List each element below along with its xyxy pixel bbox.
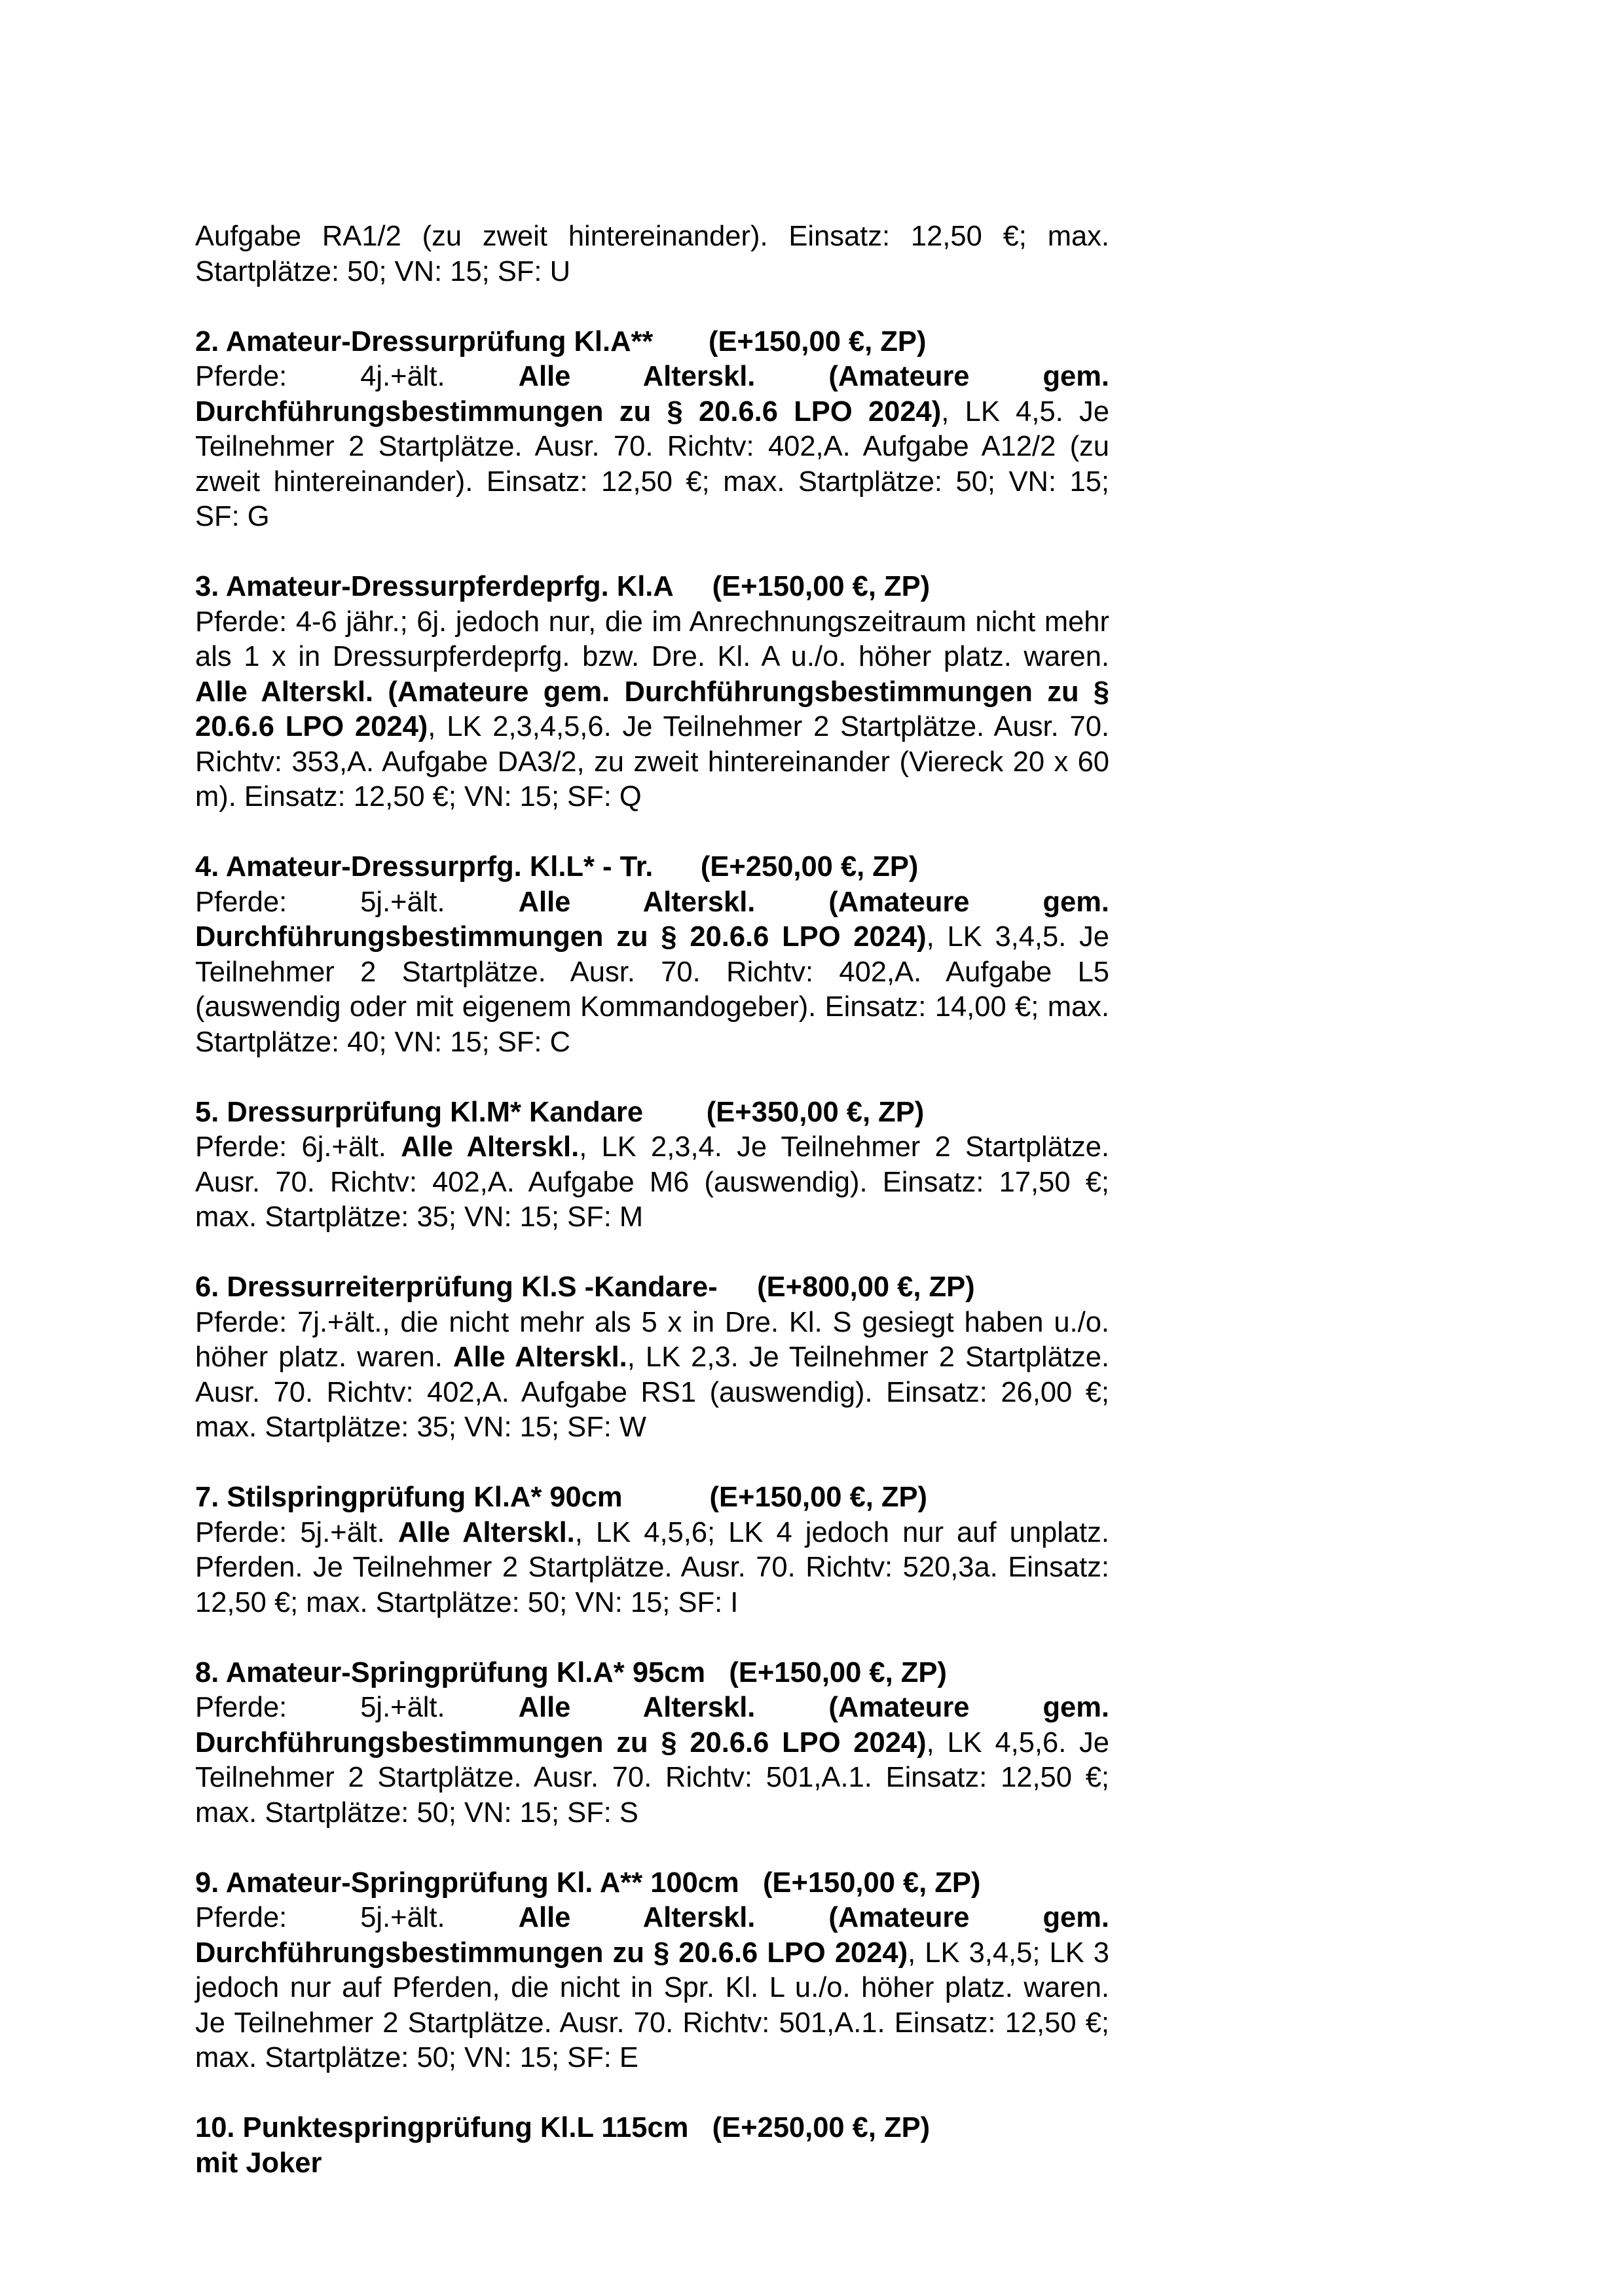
entry-prize: (E+150,00 €, ZP) <box>708 325 927 357</box>
entry-title: 5. Dressurprüfung Kl.M* Kandare <box>195 1096 644 1128</box>
entry-title: 6. Dressurreiterprüfung Kl.S -Kandare- <box>195 1271 718 1303</box>
entry-body: Pferde: 4-6 jähr.; 6j. jedoch nur, die im Anrechnungszeitraum nicht mehr als 1 x in Dressurpferdeprfg. bzw. Dre. Kl. A u./o. höher platz. waren. Alle Alterskl. (Amateure gem. Durchführungsbestimmungen zu § 20.6.6 LPO 2024), LK 2,3,4,5,6. Je Teilnehmer 2 Startplätze. Ausr. 70. Richtv: 353,A. Aufgabe DA3/2, zu zweit hintereinander (Viereck 20 x 60 m). Einsatz: 12,50 €; VN: 15; SF: Q <box>195 606 1109 812</box>
entry-heading <box>195 325 1109 360</box>
entry-body: Pferde: 5j.+ält. Alle Alterskl., LK 4,5,6; LK 4 jedoch nur auf unplatz. Pferden. Je Teilnehmer 2 Startplätze. Ausr. 70. Richtv: 520,3a. Einsatz: 12,50 €; max. Startplätze: 50; VN: 15; SF: I <box>195 1516 1109 1618</box>
entry-prize: (E+150,00 €, ZP) <box>762 1867 981 1899</box>
entry-10 <box>195 2111 1109 2181</box>
entry-prize: (E+150,00 €, ZP) <box>709 1482 928 1513</box>
entry-title: 2. Amateur-Dressurprüfung Kl.A** <box>195 325 654 357</box>
entry-body: Pferde: 5j.+ält. Alle Alterskl. (Amateure gem. Durchführungsbestimmungen zu § 20.6.6 LPO 2024), LK 4,5,6. Je Teilnehmer 2 Startplätze. Ausr. 70. Richtv: 501,A.1. Einsatz: 12,50 €; max. Startplätze: 50; VN: 15; SF: S <box>195 1692 1110 1829</box>
entry-body: Aufgabe RA1/2 (zu zweit hintereinander). Einsatz: 12,50 €; max. Startplätze: 50; VN: 15; SF: U <box>195 221 1109 287</box>
entry-4 <box>195 850 1109 1060</box>
entry-heading <box>195 1095 1109 1131</box>
entry-title: 10. Punktespringprüfung Kl.L 115cm <box>195 2112 689 2143</box>
entry-body: Pferde: 6j.+ält. Alle Alterskl., LK 2,3,4. Je Teilnehmer 2 Startplätze. Ausr. 70. Richtv: 402,A. Aufgabe M6 (auswendig). Einsatz: 17,50 €; max. Startplätze: 35; VN: 15; SF: M <box>195 1131 1109 1233</box>
entry-body: Pferde: 4j.+ält. Alle Alterskl. (Amateure gem. Durchführungsbestimmungen zu § 20.6.6 LPO 2024), LK 4,5. Je Teilnehmer 2 Startplätze. Ausr. 70. Richtv: 402,A. Aufgabe A12/2 (zu zweit hintereinander). Einsatz: 12,50 €; max. Startplätze: 50; VN: 15; SF: G <box>195 361 1109 532</box>
entry-heading <box>195 570 1109 605</box>
entry-7 <box>195 1480 1109 1620</box>
entry-5 <box>195 1095 1109 1235</box>
entry-2 <box>195 325 1109 535</box>
entry-heading <box>195 1866 1109 1901</box>
entry-1-continued <box>195 219 1109 289</box>
entry-prize: (E+250,00 €, ZP) <box>700 851 919 883</box>
entry-title: 9. Amateur-Springprüfung Kl. A** 100cm <box>195 1867 739 1899</box>
entry-title: 8. Amateur-Springprüfung Kl.A* 95cm <box>195 1656 706 1688</box>
entry-heading <box>195 850 1109 885</box>
entry-heading <box>195 1480 1109 1516</box>
entry-8 <box>195 1656 1109 1831</box>
entry-heading <box>195 2111 1109 2146</box>
entry-heading <box>195 1656 1109 1691</box>
entry-9 <box>195 1866 1109 2076</box>
entry-6 <box>195 1270 1109 1446</box>
entry-prize: (E+150,00 €, ZP) <box>729 1656 947 1688</box>
entry-prize: (E+250,00 €, ZP) <box>712 2112 931 2143</box>
entry-heading <box>195 1270 1109 1305</box>
entry-body: Pferde: 5j.+ält. Alle Alterskl. (Amateure gem. Durchführungsbestimmungen zu § 20.6.6 LPO 2024), LK 3,4,5; LK 3 jedoch nur auf Pferden, die nicht in Spr. Kl. L u./o. höher platz. waren. Je Teilnehmer 2 Startplätze. Ausr. 70. Richtv: 501,A.1. Einsatz: 12,50 €; max. Startplätze: 50; VN: 15; SF: E <box>195 1902 1109 2073</box>
entry-title: 4. Amateur-Dressurprfg. Kl.L* - Tr. <box>195 851 654 883</box>
entry-body: Pferde: 7j.+ält., die nicht mehr als 5 x in Dre. Kl. S gesiegt haben u./o. höher platz. waren. Alle Alterskl., LK 2,3. Je Teilnehmer 2 Startplätze. Ausr. 70. Richtv: 402,A. Aufgabe RS1 (auswendig). Einsatz: 26,00 €; max. Startplätze: 35; VN: 15; SF: W <box>195 1306 1109 1443</box>
entry-body: Pferde: 5j.+ält. Alle Alterskl. (Amateure gem. Durchführungsbestimmungen zu § 20.6.6 LPO 2024), LK 3,4,5. Je Teilnehmer 2 Startplätze. Ausr. 70. Richtv: 402,A. Aufgabe L5 (auswendig oder mit eigenem Kommandogeber). Einsatz: 14,00 €; max. Startplätze: 40; VN: 15; SF: C <box>195 886 1110 1058</box>
document-page <box>195 219 1109 2181</box>
entry-subtitle: mit Joker <box>195 2147 322 2179</box>
entry-prize: (E+150,00 €, ZP) <box>712 571 931 602</box>
entry-title: 3. Amateur-Dressurpferdeprfg. Kl.A <box>195 571 673 602</box>
entry-prize: (E+350,00 €, ZP) <box>706 1096 925 1128</box>
entry-prize: (E+800,00 €, ZP) <box>757 1271 975 1303</box>
entry-title: 7. Stilspringprüfung Kl.A* 90cm <box>195 1482 623 1513</box>
entry-3 <box>195 570 1109 815</box>
